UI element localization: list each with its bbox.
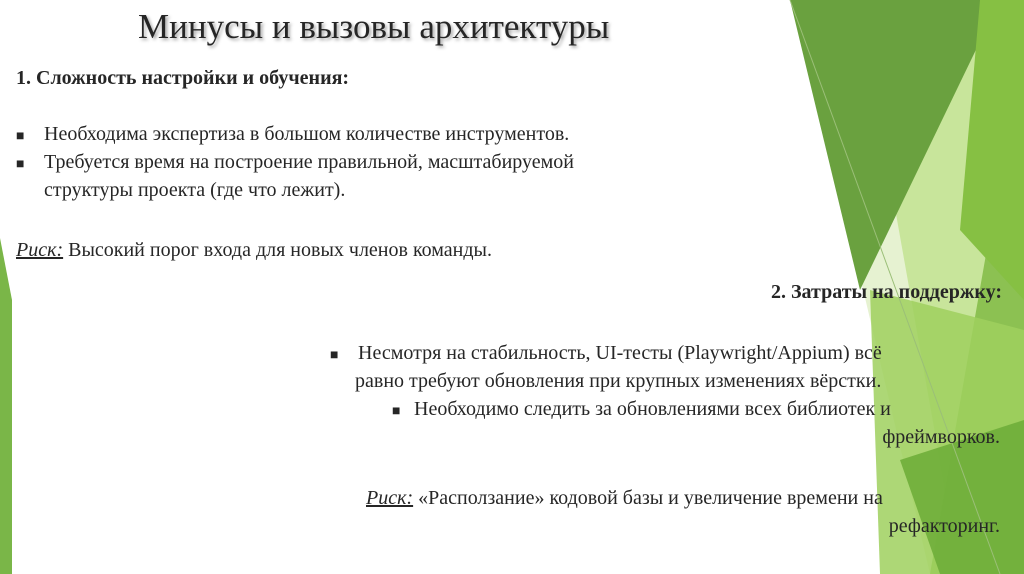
risk-text: Высокий порог входа для новых членов команды. (63, 239, 492, 261)
bullet-icon: ■ (330, 348, 339, 363)
bullet-text: Требуется время на построение правильной, масштабируемой (44, 151, 574, 173)
bullet-text: Необходимо следить за обновлениями всех библиотек и (414, 398, 891, 420)
bullet-text: Необходима экспертиза в большом количестве инструментов. (44, 123, 570, 145)
section2-heading: 2. Затраты на поддержку: (771, 281, 1002, 303)
risk-label: Риск: (366, 487, 414, 509)
risk-label: Риск: (16, 239, 64, 261)
risk-text: «Расползание» кодовой базы и увеличение времени на (413, 487, 883, 509)
bullet-text: Несмотря на стабильность, UI-тесты (Playwright/Appium) всё (358, 342, 882, 364)
page-title: Минусы и вызовы архитектуры (138, 7, 610, 46)
section1-risk (16, 236, 492, 264)
bullet-icon: ■ (16, 157, 25, 172)
section2-risk-continuation: рефакторинг. (888, 515, 1000, 537)
section1-bullet-2-continuation: структуры проекта (где что лежит). (44, 179, 346, 201)
section2-bullet-1-continuation: равно требуют обновления при крупных изменениях вёрстки. (355, 370, 882, 392)
section1-heading: 1. Сложность настройки и обучения: (16, 67, 350, 89)
section2-bullet-2 (392, 395, 891, 426)
section1-bullet-1 (16, 120, 569, 151)
section2-bullet-2-continuation: фреймворков. (882, 426, 1000, 448)
bullet-icon: ■ (16, 129, 25, 144)
section1-bullet-2 (16, 148, 574, 179)
section2-risk (366, 484, 883, 512)
section2-bullet-1 (330, 339, 882, 370)
left-edge-strip (0, 238, 12, 574)
bullet-icon: ■ (392, 404, 401, 419)
